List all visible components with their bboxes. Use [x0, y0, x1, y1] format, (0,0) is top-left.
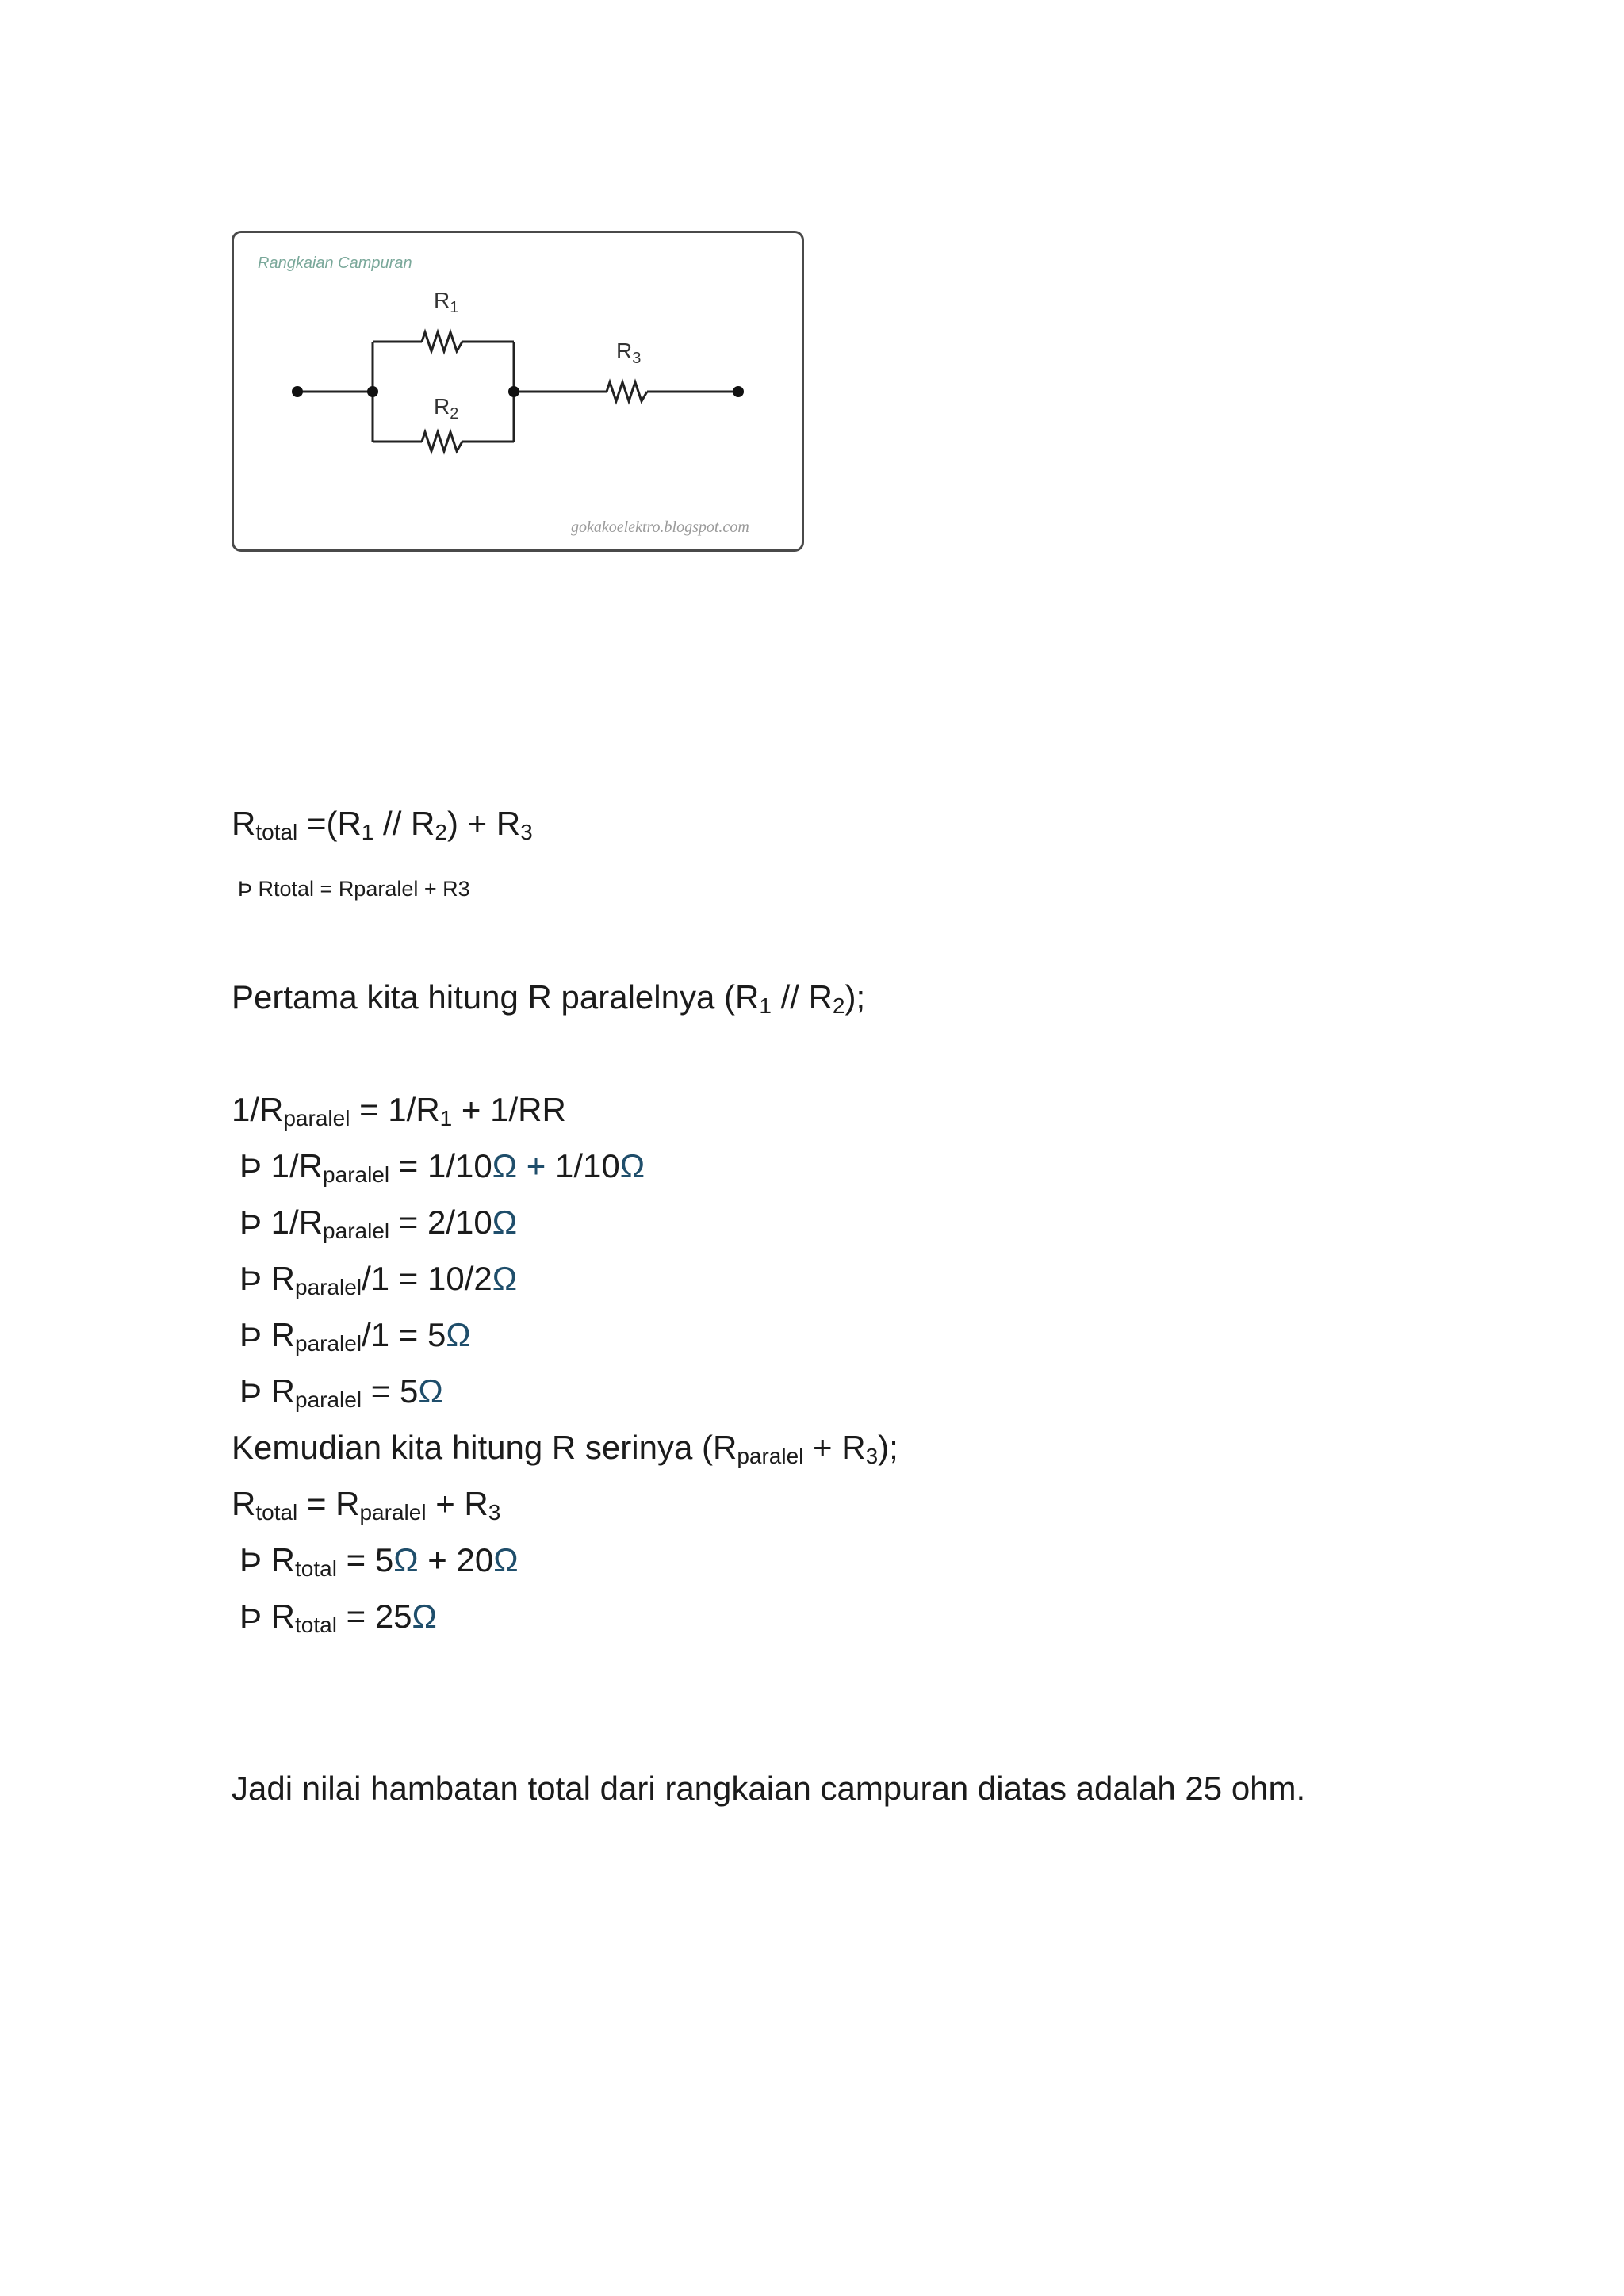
node-junction-right	[508, 386, 519, 397]
node-left	[292, 386, 303, 397]
resistor-r3	[607, 382, 647, 401]
label-r1: $R_1$	[434, 288, 459, 316]
calc-line-5: Þ $R_{paralel}/1 = 5\Omega$	[239, 1316, 471, 1356]
total-line-3: Þ $R_{total} = 25\Omega$	[239, 1598, 437, 1637]
figure-watermark: gokakoelektro.blogspot.com	[571, 519, 749, 536]
calc-line-2: Þ $1/R_{paralel} = 1/10\Omega + 1/10\Omega$	[239, 1147, 645, 1187]
label-r2: $R_2$	[434, 394, 459, 423]
node-right	[733, 386, 744, 397]
mixed-circuit-diagram	[234, 233, 806, 554]
calc-line-3: Þ $1/R_{paralel} = 2/10\Omega$	[239, 1203, 518, 1243]
total-line-2: Þ $R_{total} = 5\Omega + 20\Omega$	[239, 1541, 519, 1581]
calc-line-6: Þ $R_{paralel} = 5\Omega$	[239, 1372, 443, 1412]
label-r3: $R_3$	[616, 339, 642, 367]
resistor-r2	[422, 432, 462, 451]
formula-small: Þ Rtotal = Rparalel + R3	[238, 877, 470, 901]
circuit-figure	[232, 231, 804, 552]
resistor-r1	[422, 332, 462, 351]
calc-line-1: $1/R_{paralel} = 1/R_1 + 1/RR$	[232, 1091, 566, 1131]
node-junction-left	[367, 386, 378, 397]
kemudian-heading: Kemudian kita hitung R serinya $(R_{paralel} + R_3)$;	[232, 1429, 898, 1468]
calc-line-4: Þ $R_{paralel}/1 = 10/2\Omega$	[239, 1260, 518, 1299]
pertama-heading: Pertama kita hitung R paralelnya $(R_1 // R_2)$;	[232, 978, 866, 1018]
formula-main: $R_{total} =(R_1 // R_2) + R_3$	[232, 805, 533, 844]
figure-caption: Rangkaian Campuran	[258, 254, 412, 272]
total-line-1: $R_{total} = R_{paralel} + R_3$	[232, 1485, 501, 1525]
conclusion-text: Jadi nilai hambatan total dari rangkaian campuran diatas adalah 25 ohm.	[232, 1770, 1306, 1807]
